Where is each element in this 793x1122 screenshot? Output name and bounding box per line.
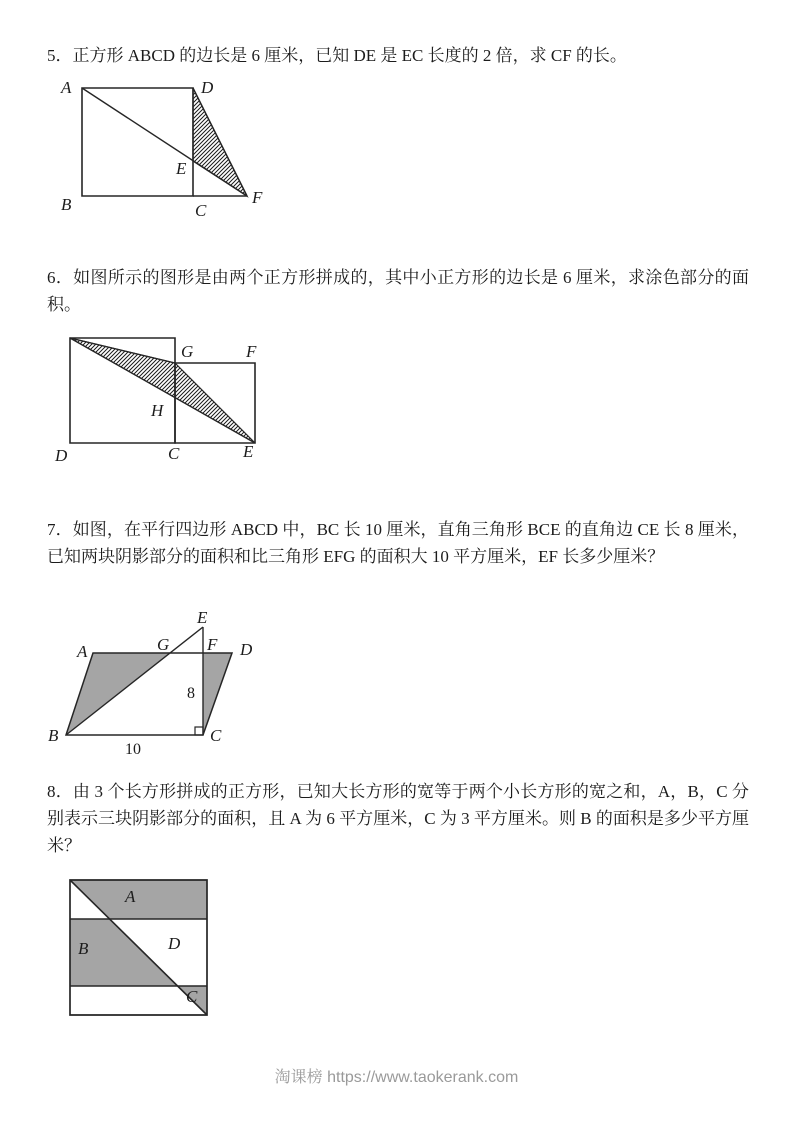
label-f: F <box>252 188 263 207</box>
problem-8-body: 由 3 个长方形拼成的正方形，已知大长方形的宽等于两个小长方形的宽之和，A，B，C 分别表示三块阴影部分的面积，且 A 为 6 平方厘米，C 为 3 平方厘米。则 B 的面积是多少平方厘米？ <box>47 782 750 855</box>
label-e: E <box>243 442 254 461</box>
label-c: C <box>195 201 207 220</box>
label-a: A <box>77 642 88 661</box>
problem-7-body: 如图，在平行四边形 ABCD 中，BC 长 10 厘米，直角三角形 BCE 的直角边 CE 长 8 厘米，已知两块阴影部分的面积和比三角形 EFG 的面积大 10 平方厘米，EF 长多少厘米？ <box>47 520 750 566</box>
right-angle-marker <box>195 727 203 735</box>
label-a: A <box>61 78 72 97</box>
label-g: G <box>181 342 194 361</box>
label-e: E <box>176 159 187 178</box>
problem-5-text <box>47 42 749 69</box>
label-d: D <box>240 640 253 659</box>
line-a-to-f <box>82 88 247 196</box>
figure-problem-7 <box>45 606 290 764</box>
label-b: B <box>61 195 72 214</box>
label-f: F <box>207 635 218 654</box>
problem-5-number: 5． <box>47 46 73 65</box>
problem-5-body: 正方形 ABCD 的边长是 6 厘米，已知 DE 是 EC 长度的 2 倍，求 CF 的长。 <box>72 46 627 65</box>
figure-problem-8 <box>60 872 220 1024</box>
problem-6-text <box>47 264 749 318</box>
measurement-bc: 10 <box>125 741 141 758</box>
problem-8-number: 8． <box>47 782 73 801</box>
label-c: C <box>168 444 180 463</box>
label-c: C <box>186 987 198 1006</box>
label-e: E <box>197 608 208 627</box>
label-b: B <box>78 939 89 958</box>
label-d: D <box>168 934 181 953</box>
label-d: D <box>55 446 68 465</box>
problem-7-text <box>47 516 749 570</box>
figure-problem-5 <box>55 73 285 221</box>
problem-6-number: 6． <box>47 268 74 287</box>
problem-7-number: 7． <box>47 520 73 539</box>
line-corner-to-e <box>70 338 255 443</box>
label-f: F <box>246 342 257 361</box>
square-abcd <box>82 88 193 196</box>
measurement-ce: 8 <box>187 685 195 702</box>
problem-8-text <box>47 778 749 859</box>
label-g: G <box>157 635 170 654</box>
label-b: B <box>48 726 59 745</box>
footer-watermark: 淘课榜 https://www.taokerank.com <box>274 1069 519 1086</box>
label-a: A <box>125 887 136 906</box>
problem-6-body: 如图所示的图形是由两个正方形拼成的，其中小正方形的边长是 6 厘米，求涂色部分的面积。 <box>47 268 750 314</box>
label-h: H <box>151 401 164 420</box>
figure-problem-6 <box>50 330 270 470</box>
label-c: C <box>210 726 222 745</box>
label-d: D <box>201 78 214 97</box>
